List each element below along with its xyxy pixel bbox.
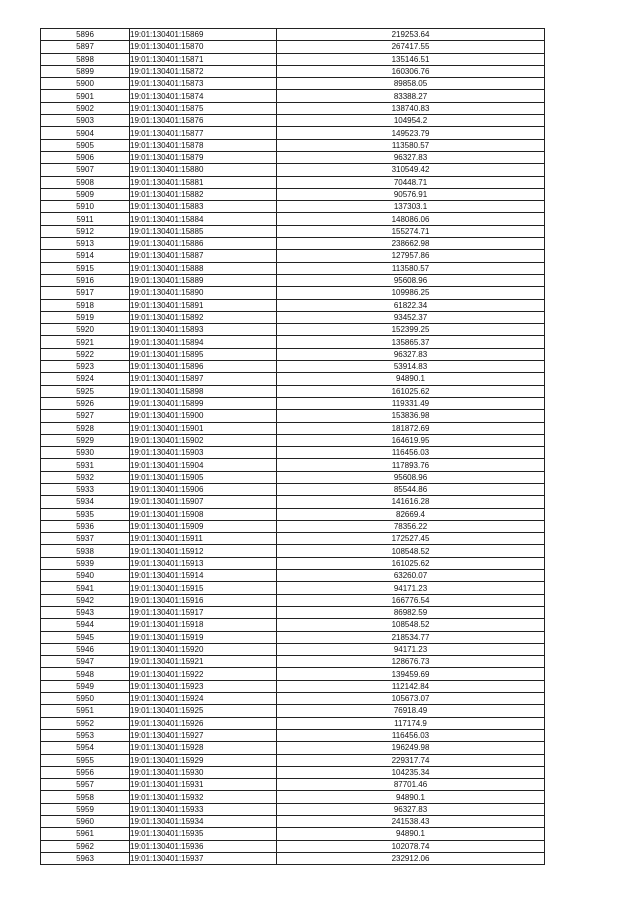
row-number-cell: 5952 — [41, 717, 130, 729]
row-number-cell: 5909 — [41, 188, 130, 200]
table-row — [41, 311, 545, 323]
amount-cell: 109986.25 — [277, 287, 545, 299]
cadastral-number-cell: 19:01:130401:15886 — [130, 238, 277, 250]
table-row — [41, 803, 545, 815]
table-row — [41, 336, 545, 348]
row-number-cell: 5912 — [41, 225, 130, 237]
amount-cell: 160306.76 — [277, 65, 545, 77]
table-row — [41, 385, 545, 397]
row-number-cell: 5910 — [41, 201, 130, 213]
cadastral-number-cell: 19:01:130401:15903 — [130, 447, 277, 459]
cadastral-number-cell: 19:01:130401:15874 — [130, 90, 277, 102]
row-number-cell: 5921 — [41, 336, 130, 348]
row-number-cell: 5937 — [41, 533, 130, 545]
amount-cell: 105673.07 — [277, 693, 545, 705]
table-row — [41, 496, 545, 508]
table-row — [41, 434, 545, 446]
amount-cell: 139459.69 — [277, 668, 545, 680]
amount-cell: 117174.9 — [277, 717, 545, 729]
table-row — [41, 459, 545, 471]
amount-cell: 229317.74 — [277, 754, 545, 766]
table-row — [41, 53, 545, 65]
table-row — [41, 643, 545, 655]
cadastral-number-cell: 19:01:130401:15875 — [130, 102, 277, 114]
table-row — [41, 373, 545, 385]
table-row — [41, 705, 545, 717]
cadastral-number-cell: 19:01:130401:15911 — [130, 533, 277, 545]
table-row — [41, 410, 545, 422]
row-number-cell: 5951 — [41, 705, 130, 717]
cadastral-number-cell: 19:01:130401:15900 — [130, 410, 277, 422]
amount-cell: 148086.06 — [277, 213, 545, 225]
row-number-cell: 5918 — [41, 299, 130, 311]
cadastral-number-cell: 19:01:130401:15912 — [130, 545, 277, 557]
amount-cell: 219253.64 — [277, 29, 545, 41]
cadastral-number-cell: 19:01:130401:15890 — [130, 287, 277, 299]
cadastral-number-cell: 19:01:130401:15891 — [130, 299, 277, 311]
table-row — [41, 176, 545, 188]
row-number-cell: 5900 — [41, 78, 130, 90]
table-row — [41, 594, 545, 606]
row-number-cell: 5901 — [41, 90, 130, 102]
cadastral-number-cell: 19:01:130401:15933 — [130, 803, 277, 815]
table-row — [41, 840, 545, 852]
cadastral-number-cell: 19:01:130401:15882 — [130, 188, 277, 200]
table-row — [41, 508, 545, 520]
cadastral-number-cell: 19:01:130401:15915 — [130, 582, 277, 594]
amount-cell: 93452.37 — [277, 311, 545, 323]
cadastral-number-cell: 19:01:130401:15887 — [130, 250, 277, 262]
row-number-cell: 5939 — [41, 557, 130, 569]
cadastral-number-cell: 19:01:130401:15935 — [130, 828, 277, 840]
amount-cell: 161025.62 — [277, 385, 545, 397]
cadastral-number-cell: 19:01:130401:15908 — [130, 508, 277, 520]
amount-cell: 94890.1 — [277, 828, 545, 840]
amount-cell: 218534.77 — [277, 631, 545, 643]
cadastral-number-cell: 19:01:130401:15907 — [130, 496, 277, 508]
table-body — [41, 29, 545, 865]
row-number-cell: 5940 — [41, 570, 130, 582]
cadastral-number-cell: 19:01:130401:15928 — [130, 742, 277, 754]
cadastral-number-cell: 19:01:130401:15869 — [130, 29, 277, 41]
row-number-cell: 5953 — [41, 729, 130, 741]
amount-cell: 161025.62 — [277, 557, 545, 569]
amount-cell: 102078.74 — [277, 840, 545, 852]
table-row — [41, 397, 545, 409]
row-number-cell: 5922 — [41, 348, 130, 360]
table-row — [41, 791, 545, 803]
table-row — [41, 29, 545, 41]
cadastral-number-cell: 19:01:130401:15898 — [130, 385, 277, 397]
cadastral-number-cell: 19:01:130401:15906 — [130, 483, 277, 495]
amount-cell: 135146.51 — [277, 53, 545, 65]
amount-cell: 70448.71 — [277, 176, 545, 188]
cadastral-number-cell: 19:01:130401:15878 — [130, 139, 277, 151]
amount-cell: 267417.55 — [277, 41, 545, 53]
table-row — [41, 656, 545, 668]
cadastral-number-cell: 19:01:130401:15909 — [130, 520, 277, 532]
table-row — [41, 680, 545, 692]
table-row — [41, 828, 545, 840]
cadastral-number-cell: 19:01:130401:15913 — [130, 557, 277, 569]
table-row — [41, 471, 545, 483]
cadastral-number-cell: 19:01:130401:15937 — [130, 852, 277, 864]
row-number-cell: 5899 — [41, 65, 130, 77]
row-number-cell: 5949 — [41, 680, 130, 692]
row-number-cell: 5917 — [41, 287, 130, 299]
cadastral-number-cell: 19:01:130401:15925 — [130, 705, 277, 717]
table-row — [41, 90, 545, 102]
table-row — [41, 693, 545, 705]
table-row — [41, 729, 545, 741]
amount-cell: 89858.05 — [277, 78, 545, 90]
row-number-cell: 5927 — [41, 410, 130, 422]
row-number-cell: 5907 — [41, 164, 130, 176]
amount-cell: 155274.71 — [277, 225, 545, 237]
cadastral-number-cell: 19:01:130401:15901 — [130, 422, 277, 434]
amount-cell: 152399.25 — [277, 324, 545, 336]
amount-cell: 86982.59 — [277, 606, 545, 618]
row-number-cell: 5936 — [41, 520, 130, 532]
row-number-cell: 5924 — [41, 373, 130, 385]
table-row — [41, 139, 545, 151]
table-row — [41, 631, 545, 643]
row-number-cell: 5931 — [41, 459, 130, 471]
amount-cell: 90576.91 — [277, 188, 545, 200]
cadastral-number-cell: 19:01:130401:15922 — [130, 668, 277, 680]
amount-cell: 96327.83 — [277, 348, 545, 360]
amount-cell: 76918.49 — [277, 705, 545, 717]
table-row — [41, 582, 545, 594]
amount-cell: 138740.83 — [277, 102, 545, 114]
cadastral-number-cell: 19:01:130401:15893 — [130, 324, 277, 336]
table-row — [41, 520, 545, 532]
table-row — [41, 483, 545, 495]
row-number-cell: 5963 — [41, 852, 130, 864]
row-number-cell: 5911 — [41, 213, 130, 225]
cadastral-number-cell: 19:01:130401:15904 — [130, 459, 277, 471]
cadastral-number-cell: 19:01:130401:15872 — [130, 65, 277, 77]
row-number-cell: 5962 — [41, 840, 130, 852]
table-row — [41, 570, 545, 582]
amount-cell: 104954.2 — [277, 115, 545, 127]
table-row — [41, 852, 545, 864]
table-row — [41, 250, 545, 262]
table-row — [41, 65, 545, 77]
cadastral-number-cell: 19:01:130401:15876 — [130, 115, 277, 127]
row-number-cell: 5943 — [41, 606, 130, 618]
row-number-cell: 5959 — [41, 803, 130, 815]
row-number-cell: 5913 — [41, 238, 130, 250]
cadastral-number-cell: 19:01:130401:15920 — [130, 643, 277, 655]
table-row — [41, 545, 545, 557]
cadastral-number-cell: 19:01:130401:15936 — [130, 840, 277, 852]
cadastral-number-cell: 19:01:130401:15931 — [130, 779, 277, 791]
table-row — [41, 299, 545, 311]
cadastral-number-cell: 19:01:130401:15927 — [130, 729, 277, 741]
amount-cell: 113580.57 — [277, 262, 545, 274]
cadastral-number-cell: 19:01:130401:15905 — [130, 471, 277, 483]
cadastral-number-cell: 19:01:130401:15885 — [130, 225, 277, 237]
amount-cell: 117893.76 — [277, 459, 545, 471]
cadastral-number-cell: 19:01:130401:15870 — [130, 41, 277, 53]
cadastral-number-cell: 19:01:130401:15923 — [130, 680, 277, 692]
cadastral-number-cell: 19:01:130401:15921 — [130, 656, 277, 668]
cadastral-number-cell: 19:01:130401:15880 — [130, 164, 277, 176]
row-number-cell: 5923 — [41, 361, 130, 373]
cadastral-number-cell: 19:01:130401:15897 — [130, 373, 277, 385]
amount-cell: 63260.07 — [277, 570, 545, 582]
row-number-cell: 5929 — [41, 434, 130, 446]
row-number-cell: 5905 — [41, 139, 130, 151]
amount-cell: 116456.03 — [277, 447, 545, 459]
table-row — [41, 324, 545, 336]
table-row — [41, 78, 545, 90]
cadastral-number-cell: 19:01:130401:15934 — [130, 816, 277, 828]
cadastral-number-cell: 19:01:130401:15929 — [130, 754, 277, 766]
row-number-cell: 5946 — [41, 643, 130, 655]
table-row — [41, 422, 545, 434]
row-number-cell: 5920 — [41, 324, 130, 336]
table-row — [41, 619, 545, 631]
table-row — [41, 201, 545, 213]
row-number-cell: 5955 — [41, 754, 130, 766]
table-row — [41, 274, 545, 286]
amount-cell: 181872.69 — [277, 422, 545, 434]
amount-cell: 241538.43 — [277, 816, 545, 828]
table-row — [41, 238, 545, 250]
table-row — [41, 606, 545, 618]
amount-cell: 116456.03 — [277, 729, 545, 741]
table-row — [41, 447, 545, 459]
row-number-cell: 5932 — [41, 471, 130, 483]
row-number-cell: 5942 — [41, 594, 130, 606]
amount-cell: 95608.96 — [277, 274, 545, 286]
table-row — [41, 287, 545, 299]
amount-cell: 141616.28 — [277, 496, 545, 508]
amount-cell: 127957.86 — [277, 250, 545, 262]
table-row — [41, 151, 545, 163]
amount-cell: 78356.22 — [277, 520, 545, 532]
row-number-cell: 5898 — [41, 53, 130, 65]
table-row — [41, 213, 545, 225]
cadastral-number-cell: 19:01:130401:15895 — [130, 348, 277, 360]
row-number-cell: 5957 — [41, 779, 130, 791]
row-number-cell: 5906 — [41, 151, 130, 163]
amount-cell: 94890.1 — [277, 373, 545, 385]
row-number-cell: 5948 — [41, 668, 130, 680]
amount-cell: 238662.98 — [277, 238, 545, 250]
amount-cell: 94171.23 — [277, 582, 545, 594]
row-number-cell: 5954 — [41, 742, 130, 754]
amount-cell: 135865.37 — [277, 336, 545, 348]
amount-cell: 96327.83 — [277, 151, 545, 163]
row-number-cell: 5933 — [41, 483, 130, 495]
row-number-cell: 5903 — [41, 115, 130, 127]
table-row — [41, 668, 545, 680]
table-row — [41, 816, 545, 828]
table-row — [41, 361, 545, 373]
table-row — [41, 557, 545, 569]
amount-cell: 153836.98 — [277, 410, 545, 422]
row-number-cell: 5945 — [41, 631, 130, 643]
cadastral-number-cell: 19:01:130401:15889 — [130, 274, 277, 286]
row-number-cell: 5897 — [41, 41, 130, 53]
amount-cell: 310549.42 — [277, 164, 545, 176]
row-number-cell: 5934 — [41, 496, 130, 508]
amount-cell: 112142.84 — [277, 680, 545, 692]
amount-cell: 128676.73 — [277, 656, 545, 668]
table-row — [41, 717, 545, 729]
cadastral-number-cell: 19:01:130401:15926 — [130, 717, 277, 729]
table-row — [41, 348, 545, 360]
row-number-cell: 5956 — [41, 766, 130, 778]
amount-cell: 232912.06 — [277, 852, 545, 864]
amount-cell: 82669.4 — [277, 508, 545, 520]
cadastral-number-cell: 19:01:130401:15896 — [130, 361, 277, 373]
row-number-cell: 5938 — [41, 545, 130, 557]
row-number-cell: 5925 — [41, 385, 130, 397]
amount-cell: 119331.49 — [277, 397, 545, 409]
amount-cell: 87701.46 — [277, 779, 545, 791]
table-row — [41, 742, 545, 754]
table-row — [41, 127, 545, 139]
table-row — [41, 115, 545, 127]
amount-cell: 104235.34 — [277, 766, 545, 778]
amount-cell: 149523.79 — [277, 127, 545, 139]
row-number-cell: 5914 — [41, 250, 130, 262]
cadastral-number-cell: 19:01:130401:15873 — [130, 78, 277, 90]
amount-cell: 61822.34 — [277, 299, 545, 311]
table-row — [41, 533, 545, 545]
row-number-cell: 5928 — [41, 422, 130, 434]
cadastral-number-cell: 19:01:130401:15930 — [130, 766, 277, 778]
cadastral-number-cell: 19:01:130401:15884 — [130, 213, 277, 225]
row-number-cell: 5960 — [41, 816, 130, 828]
row-number-cell: 5896 — [41, 29, 130, 41]
cadastral-number-cell: 19:01:130401:15917 — [130, 606, 277, 618]
cadastral-table — [40, 28, 545, 865]
table-row — [41, 41, 545, 53]
cadastral-number-cell: 19:01:130401:15918 — [130, 619, 277, 631]
cadastral-number-cell: 19:01:130401:15888 — [130, 262, 277, 274]
row-number-cell: 5926 — [41, 397, 130, 409]
cadastral-number-cell: 19:01:130401:15894 — [130, 336, 277, 348]
cadastral-number-cell: 19:01:130401:15871 — [130, 53, 277, 65]
amount-cell: 53914.83 — [277, 361, 545, 373]
cadastral-number-cell: 19:01:130401:15899 — [130, 397, 277, 409]
cadastral-number-cell: 19:01:130401:15877 — [130, 127, 277, 139]
cadastral-number-cell: 19:01:130401:15932 — [130, 791, 277, 803]
row-number-cell: 5950 — [41, 693, 130, 705]
cadastral-number-cell: 19:01:130401:15881 — [130, 176, 277, 188]
amount-cell: 108548.52 — [277, 619, 545, 631]
row-number-cell: 5935 — [41, 508, 130, 520]
amount-cell: 172527.45 — [277, 533, 545, 545]
row-number-cell: 5944 — [41, 619, 130, 631]
row-number-cell: 5902 — [41, 102, 130, 114]
amount-cell: 164619.95 — [277, 434, 545, 446]
row-number-cell: 5919 — [41, 311, 130, 323]
cadastral-number-cell: 19:01:130401:15879 — [130, 151, 277, 163]
amount-cell: 108548.52 — [277, 545, 545, 557]
amount-cell: 94171.23 — [277, 643, 545, 655]
amount-cell: 96327.83 — [277, 803, 545, 815]
row-number-cell: 5930 — [41, 447, 130, 459]
amount-cell: 95608.96 — [277, 471, 545, 483]
row-number-cell: 5958 — [41, 791, 130, 803]
table-row — [41, 262, 545, 274]
row-number-cell: 5904 — [41, 127, 130, 139]
amount-cell: 83388.27 — [277, 90, 545, 102]
amount-cell: 196249.98 — [277, 742, 545, 754]
cadastral-number-cell: 19:01:130401:15916 — [130, 594, 277, 606]
table-row — [41, 164, 545, 176]
amount-cell: 85544.86 — [277, 483, 545, 495]
cadastral-number-cell: 19:01:130401:15902 — [130, 434, 277, 446]
row-number-cell: 5961 — [41, 828, 130, 840]
table-row — [41, 102, 545, 114]
row-number-cell: 5947 — [41, 656, 130, 668]
amount-cell: 166776.54 — [277, 594, 545, 606]
table-row — [41, 779, 545, 791]
amount-cell: 94890.1 — [277, 791, 545, 803]
table-row — [41, 225, 545, 237]
cadastral-number-cell: 19:01:130401:15914 — [130, 570, 277, 582]
table-row — [41, 754, 545, 766]
cadastral-number-cell: 19:01:130401:15919 — [130, 631, 277, 643]
row-number-cell: 5915 — [41, 262, 130, 274]
table-row — [41, 188, 545, 200]
row-number-cell: 5941 — [41, 582, 130, 594]
cadastral-number-cell: 19:01:130401:15892 — [130, 311, 277, 323]
cadastral-number-cell: 19:01:130401:15924 — [130, 693, 277, 705]
row-number-cell: 5908 — [41, 176, 130, 188]
amount-cell: 113580.57 — [277, 139, 545, 151]
row-number-cell: 5916 — [41, 274, 130, 286]
table-row — [41, 766, 545, 778]
amount-cell: 137303.1 — [277, 201, 545, 213]
cadastral-number-cell: 19:01:130401:15883 — [130, 201, 277, 213]
